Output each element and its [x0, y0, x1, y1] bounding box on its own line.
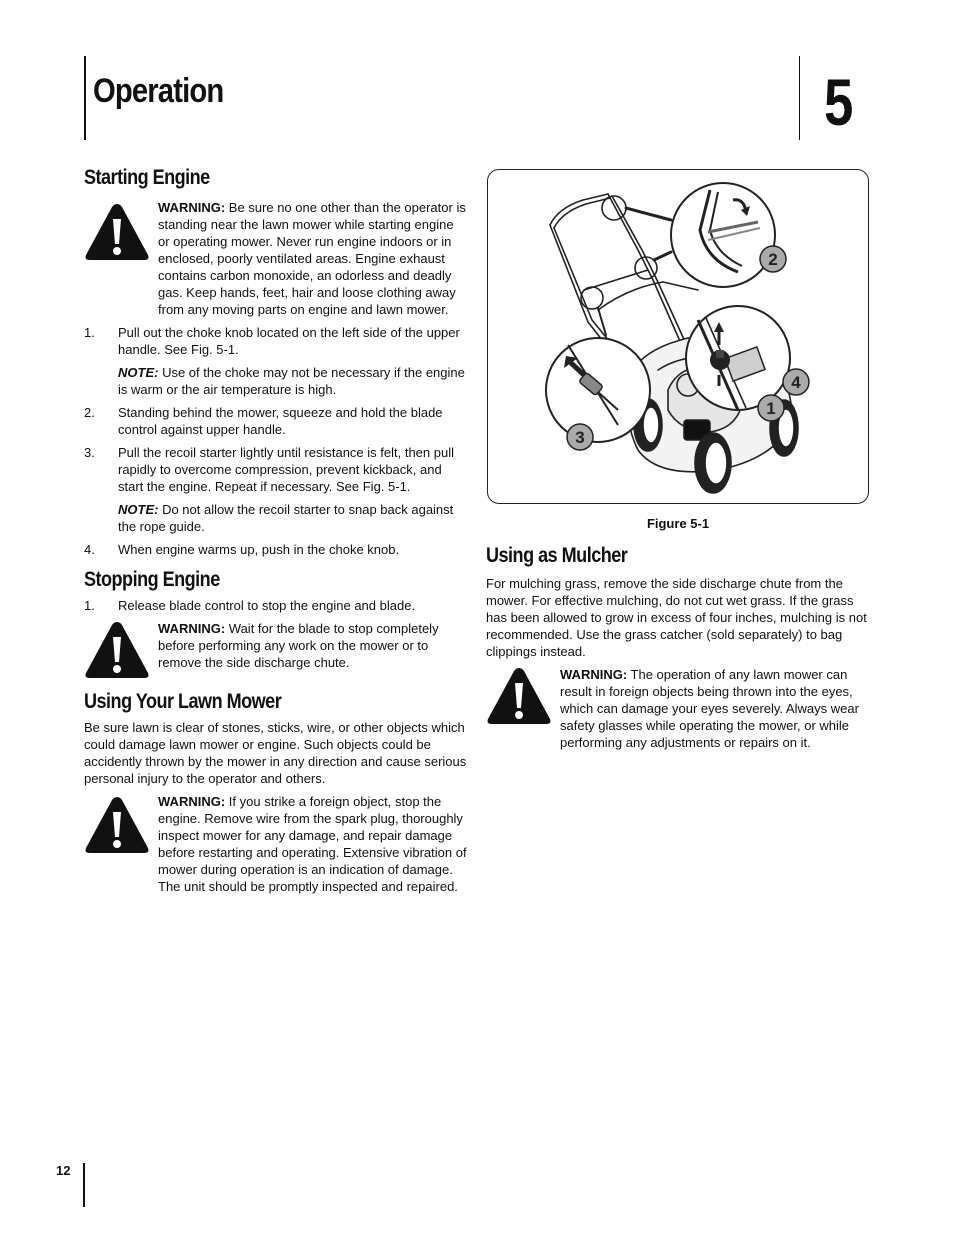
detail-circle-choke [686, 306, 790, 410]
mulcher-paragraph: For mulching grass, remove the side discharge chute from the mower. For effective mulching, do not cut wet grass. If the grass has been allowed to grow in excess of four inches, mulching is not recommended. Use the grass catcher (sold separately) to bag clippings instead. [486, 576, 867, 659]
stopping-warning [84, 620, 468, 680]
using-mower-heading: Using Your Lawn Mower [84, 690, 282, 713]
note: NOTE: Do not allow the recoil starter to snap back against the rope guide. [118, 502, 454, 534]
using-warning [84, 793, 468, 895]
list-item: 1. Release blade control to stop the engine and blade. [84, 598, 416, 613]
header-right-rule [799, 56, 800, 140]
svg-text:3: 3 [575, 428, 585, 447]
chapter-number: 5 [824, 65, 854, 139]
list-item: 3. Pull the recoil starter lightly until resistance is felt, then pull rapidly to overcome compression, prevent kickback, and start the engine. Repeat if necessary. See Fig. 5-1. [84, 445, 454, 494]
starting-engine-heading: Starting Engine [84, 166, 210, 189]
callout-1 [758, 395, 784, 421]
footer-rule [83, 1163, 85, 1207]
warning-triangle-icon [84, 202, 150, 262]
stopping-engine-heading: Stopping Engine [84, 568, 220, 591]
left-column [84, 165, 468, 895]
starting-warning [84, 199, 468, 318]
callout-3 [567, 424, 593, 450]
callout-2 [760, 246, 786, 272]
detail-circle-handle [671, 183, 778, 287]
list-item: 4. When engine warms up, push in the choke knob. [84, 542, 400, 557]
callout-4 [783, 369, 809, 395]
using-paragraph: Be sure lawn is clear of stones, sticks, wire, or other objects which could damage lawn mower or engine. Such objects could be accidently thrown by the mower in any direction and cause serious personal injury to the operator and others. [84, 720, 467, 786]
mulcher-warning-text: WARNING: The operation of any lawn mower can result in foreign objects being thrown into the eyes, which can damage your eyes severely. Always wear safety glasses while operating the mower, or while performing any adjustments or repairs on it. [560, 667, 859, 750]
figure-caption: Figure 5-1 [646, 516, 710, 531]
svg-text:2: 2 [768, 250, 778, 269]
note: NOTE: Use of the choke may not be necessary if the engine is warm or the air temperature is high. [118, 365, 465, 397]
svg-text:1: 1 [766, 399, 776, 418]
mulcher-heading: Using as Mulcher [486, 544, 628, 567]
using-warning-text: WARNING: If you strike a foreign object, stop the engine. Remove wire from the spark plug, thoroughly inspect mower for any damage, and repair damage before restarting and operating. Extensive vibration of mower during operation is an indication of damage. The unit should be promptly inspected and repaired. [158, 794, 467, 894]
list-item: 1. Pull out the choke knob located on the left side of the upper handle. See Fig. 5-1. [84, 325, 460, 357]
starting-warning-text: WARNING: Be sure no one other than the operator is standing near the lawn mower while starting engine or operating mower. Never run engine indoors or in enclosed, poorly ventilated areas. Engine exhaust contains carbon monoxide, an odorless and deadly gas. Keep hands, feet, hair and loose clothing away from any moving parts on engine and lawn mower. [158, 200, 466, 317]
right-column [486, 543, 870, 751]
mulcher-warning [486, 666, 870, 751]
detail-circle-recoil [546, 338, 650, 442]
page-title: Operation [93, 72, 224, 110]
warning-triangle-icon [84, 620, 150, 680]
figure-5-1 [487, 169, 869, 504]
svg-text:4: 4 [791, 373, 801, 392]
list-item: 2. Standing behind the mower, squeeze and hold the blade control against upper handle. [84, 405, 443, 437]
stopping-warning-text: WARNING: Wait for the blade to stop completely before performing any work on the mower or to remove the side discharge chute. [158, 621, 439, 670]
warning-triangle-icon [486, 666, 552, 726]
page-number: 12 [56, 1163, 71, 1178]
warning-triangle-icon [84, 795, 150, 855]
lawn-mower-illustration [488, 170, 869, 504]
header-left-rule [84, 56, 86, 140]
